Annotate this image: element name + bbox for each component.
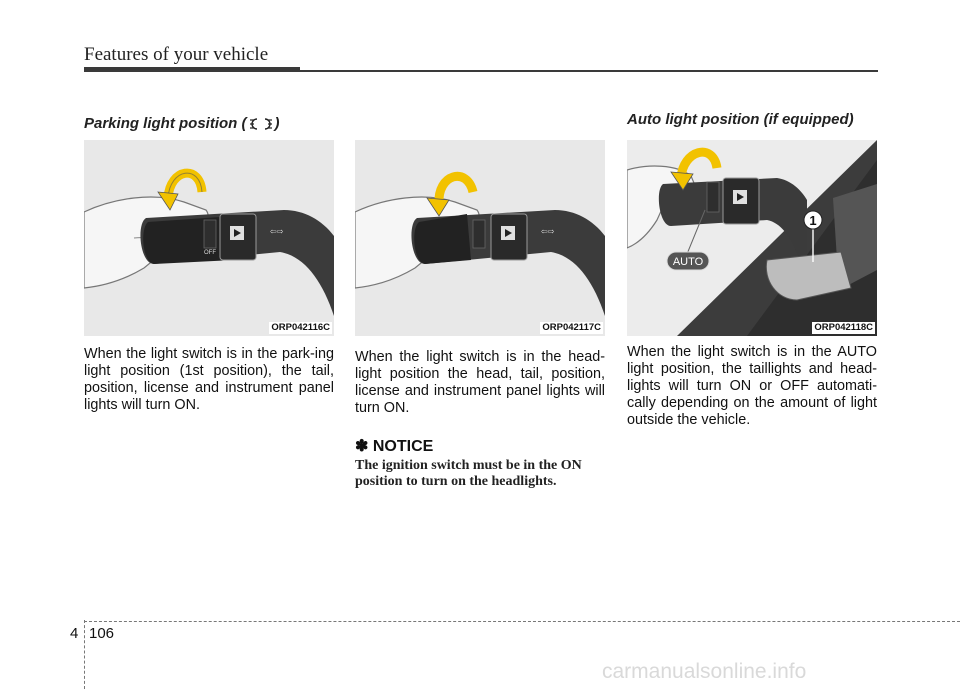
auto-label: AUTO bbox=[672, 256, 704, 268]
notice-title: ✽ NOTICE bbox=[355, 438, 434, 455]
body-text-parking: When the light switch is in the park-ing light position (1st position), the tail, position, license and instrument panel lights will turn ON. bbox=[84, 346, 334, 413]
body-text-auto: When the light switch is in the AUTO light position, the taillights and head-lights will turn ON or OFF automati-cally depending on the amount of light outside the vehicle. bbox=[627, 344, 877, 428]
chapter-number: 4 bbox=[70, 625, 79, 642]
svg-text:⇦⇨: ⇦⇨ bbox=[541, 227, 555, 236]
figure-caption: ORP042117C bbox=[542, 322, 601, 333]
body-text-headlight: When the light switch is in the head-light position the head, tail, position, license and instrument panel lights will turn ON. bbox=[355, 349, 605, 416]
figure-parking-switch bbox=[84, 140, 334, 336]
page-number: 106 bbox=[89, 625, 115, 642]
footer-rule-vertical bbox=[84, 620, 85, 689]
section-heading-parking bbox=[84, 115, 280, 136]
header-rule-thin bbox=[300, 70, 878, 72]
page-header-title: Features of your vehicle bbox=[84, 44, 269, 65]
figure-auto-switch bbox=[627, 140, 877, 336]
section-heading-auto: Auto light position (if equipped) bbox=[627, 111, 854, 128]
figure-headlight-switch bbox=[355, 140, 605, 336]
header-rule-thick bbox=[84, 67, 300, 72]
svg-text:⇦⇨: ⇦⇨ bbox=[270, 227, 284, 236]
footer-rule-horizontal bbox=[84, 621, 960, 622]
switch-off-label: OFF bbox=[204, 250, 216, 256]
watermark: carmanualsonline.info bbox=[602, 660, 807, 683]
heading-text-before: Parking light position ( bbox=[84, 115, 247, 132]
figure-caption: ORP042118C bbox=[814, 322, 873, 333]
parking-light-icon bbox=[249, 116, 273, 136]
callout-number: 1 bbox=[809, 213, 817, 228]
figure-caption: ORP042116C bbox=[271, 322, 330, 333]
notice-text: The ignition switch must be in the ON position to turn on the headlights. bbox=[355, 458, 582, 489]
heading-text-after: ) bbox=[274, 115, 280, 132]
